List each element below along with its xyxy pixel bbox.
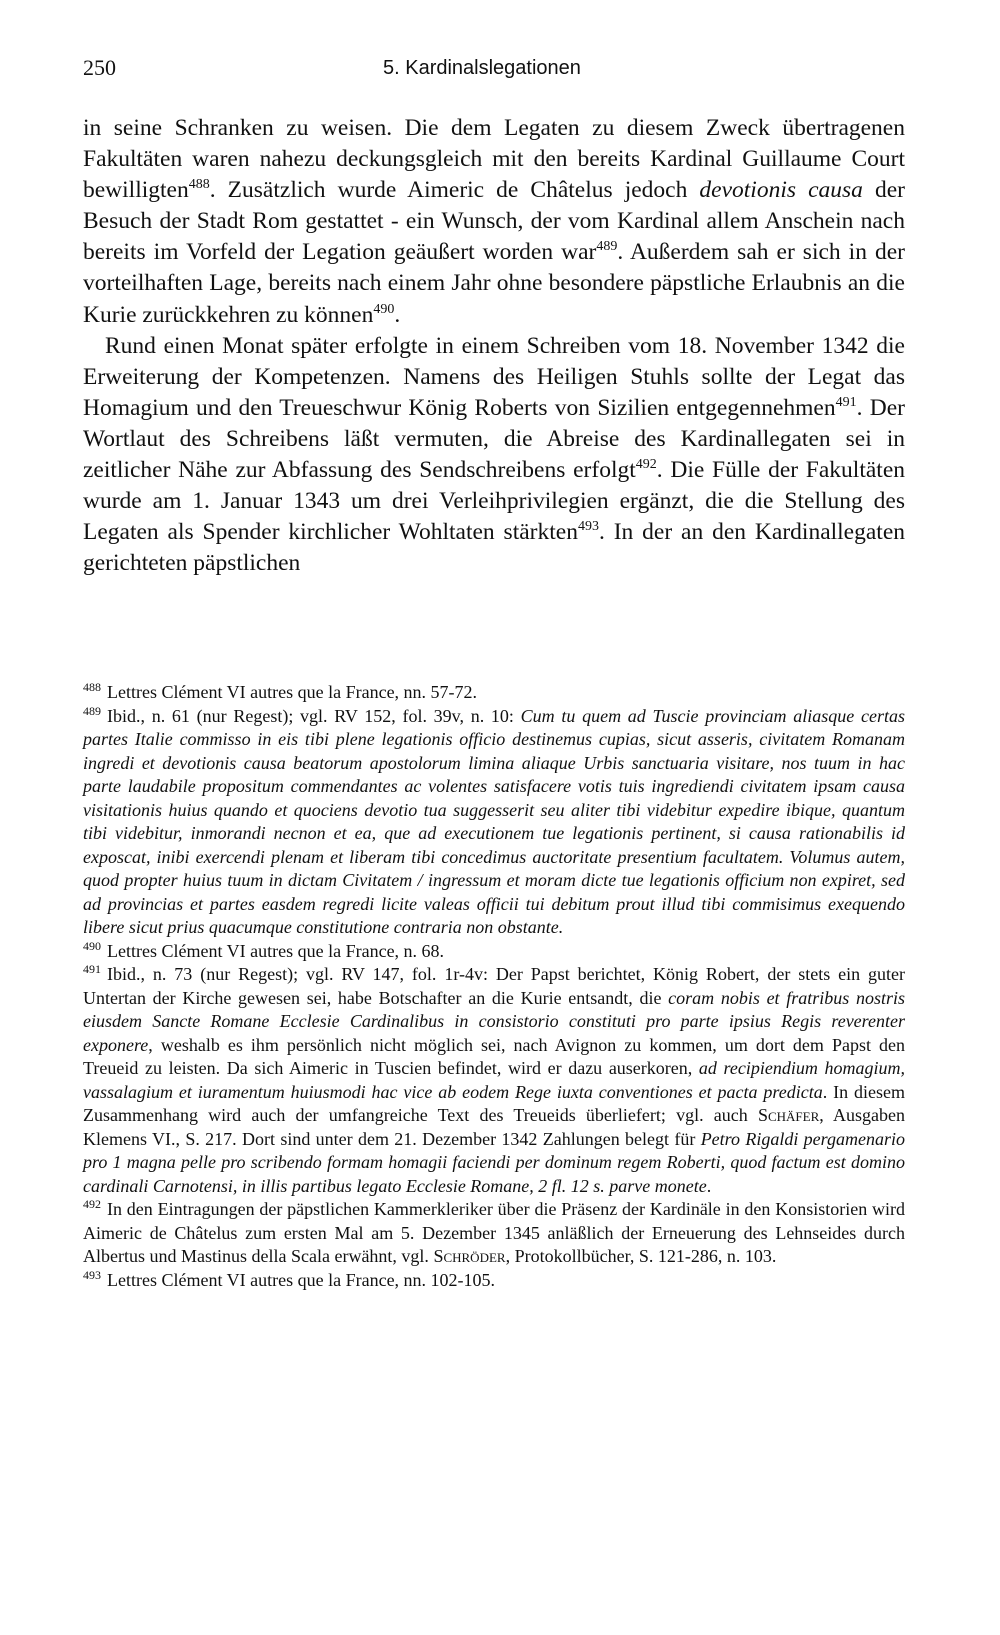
- footnote-489: [83, 705, 905, 940]
- italic-phrase: devotionis causa: [699, 177, 863, 204]
- text-span: Rund einen Monat später erfolgte in einem Schreiben vom 18. November 1342 die Erweiterung der Kompetenzen. Namens des Heiligen Stuhls sollte der Legat das Homagium und den Treueschwur König Roberts von Sizilien entgegennehmen: [83, 332, 905, 421]
- page-number: 250: [83, 55, 116, 80]
- footnote-text: . In diesem Zusammenhang wird auch der umfangreiche Text des Treueids überliefert; vgl. auch: [83, 1081, 905, 1125]
- footnote-number: 489: [83, 703, 101, 718]
- footnote-text: Lettres Clément VI autres que la France, nn. 102-105.: [107, 1269, 496, 1290]
- footnote-ref: 488: [188, 177, 210, 193]
- paragraph: [83, 113, 905, 331]
- footnote-ref: 493: [577, 519, 599, 535]
- main-text: [83, 113, 905, 579]
- footnote-text: , weshalb es ihm persönlich nicht möglich sei, nach Avignon zu kommen, um dort dem Papst den Treueid zu leisten. Da sich Aimeric in Tuscien befindet, wird er dazu auserkoren,: [83, 1034, 905, 1078]
- footnote-492: [83, 1198, 905, 1269]
- footnote-text: , Protokollbücher, S. 121-286, n. 103.: [505, 1246, 777, 1266]
- running-head: 5. Kardinalslegationen: [383, 57, 581, 79]
- author-name: Schröder: [433, 1246, 506, 1266]
- footnote-ref: 491: [835, 395, 857, 411]
- footnote-text: Ibid., n. 61 (nur Regest); vgl. RV 152, fol. 39v, n. 10:: [107, 705, 521, 726]
- footnote-text: Lettres Clément VI autres que la France, n. 68.: [107, 940, 445, 961]
- footnote-ref: 490: [373, 301, 395, 317]
- footnote-text: , Ausgaben Klemens VI., S. 217. Dort sind unter dem 21. Dezember 1342 Zahlungen belegt für: [83, 1105, 905, 1149]
- footnote-text: .: [706, 1175, 712, 1196]
- footnote-number: 493: [83, 1267, 101, 1282]
- text-span: . Außerdem sah er sich in der vorteilhaften Lage, bereits nach einem Jahr ohne besondere päpstliche Erlaubnis an die Kurie zurückkehren zu können: [83, 239, 905, 328]
- footnote-text: Lettres Clément VI autres que la France, nn. 57-72.: [107, 682, 478, 702]
- footnote-text: In den Eintragungen der päpstlichen Kammerkleriker über die Präsenz der Kardinäle in den Konsistorien wird Aimeric de Châtelus zum ersten Mal am 5. Dezember 1345 anläßlich der Erneuerung des Lehnseides durch Albertus und Mastinus della Scala erwähnt, vgl.: [83, 1199, 905, 1266]
- footnote-ref: 492: [635, 457, 657, 473]
- footnote-ref: 489: [596, 239, 618, 255]
- footnotes: [83, 681, 905, 1292]
- text-span: . In der an den Kardinallegaten gerichteten päpstlichen: [83, 519, 905, 577]
- footnote-number: 492: [83, 1197, 101, 1211]
- text-span: in seine Schranken zu weisen. Die dem Legaten zu diesem Zweck übertragenen Fakultäten waren nahezu deckungsgleich mit den bereits Kardinal Guillaume Court bewilligten: [83, 115, 905, 204]
- footnote-490: [83, 940, 905, 964]
- footnote-number: 488: [83, 680, 101, 694]
- footnote-493: [83, 1269, 905, 1293]
- text-span: . Zusätzlich wurde Aimeric de Châtelus jedoch: [209, 177, 700, 204]
- footnote-491: [83, 963, 905, 1198]
- latin-quotation: Petro Rigaldi pergamenario pro 1 magna pelle pro scribendo formam homagii faciendi per dominum regem Roberti, quod factum est domino cardinali Carnotensi, in illis partibus legato Ecclesie Romane, 2 fl. 12 s. parve monete: [83, 1128, 905, 1196]
- text-span: .: [394, 301, 401, 328]
- latin-quotation: coram nobis et fratribus nostris eiusdem Sancte Romane Ecclesie Cardinalibus in consistorio constituti pro parte ipsius Regis reverenter exponere: [83, 987, 905, 1055]
- page-header: [83, 55, 903, 85]
- paragraph: [83, 331, 905, 580]
- text-span: der Besuch der Stadt Rom gestattet - ein Wunsch, der vom Kardinal allem Anschein nach bereits im Vorfeld der Legation geäußert worden war: [83, 177, 905, 266]
- text-span: . Die Fülle der Fakultäten wurde am 1. Januar 1343 um drei Verleihprivilegien ergänzt, die die Stellung des Legaten als Spender kirchlicher Wohltaten stärkten: [83, 457, 906, 546]
- footnote-488: [83, 681, 905, 705]
- footnote-number: 491: [83, 962, 101, 976]
- footnote-text: Ibid., n. 73 (nur Regest); vgl. RV 147, fol. 1r-4v: Der Papst berichtet, König Robert, der stets ein guter Untertan der Kirche gewesen sei, habe Botschafter an die Kurie entsandt, die: [83, 964, 905, 1008]
- text-span: . Der Wortlaut des Schreibens läßt vermuten, die Abreise des Kardinallegaten sei in zeitlicher Nähe zur Abfassung des Sendschreibens erfolgt: [83, 394, 905, 484]
- latin-quotation: Cum tu quem ad Tuscie provinciam aliasque certas partes Italie commisso in eis tibi plene legationis officio destinemus cupias, sicut asseris, civitatem Romanam ingredi et devotionis causa beatorum apostolorum limina aliaque Urbis sanctuaria visitare, nos tuum in hac parte laudabile propositum commendantes ac volentes satisfacere votis tuis ingrediendi civitatem ipsam causa visitationis huius quando et quociens devotio tua suggesserit seu aliter tibi videbitur expedire ibique, quantum tibi videbitur, inmorandi necnon et ea, que ad executionem tue legationis pertinent, si causa rationabilis id exposcat, inibi exercendi plenam et liberam tibi concedimus auctoritate presentium facultatem. Volumus autem, quod propter huius tuum in dictam Civitatem / ingressum et moram dicte tue legationis officium non expiret, sed ad provincias et partes easdem regredi licite valeas officii tui debitum prout illud tibi commisimus exequendo libere sicut prius quacumque constitutione contraria non obstante.: [83, 705, 905, 937]
- footnote-number: 490: [83, 938, 101, 953]
- latin-quotation: ad recipiendium homagium, vassalagium et iuramentum huiusmodi hac vice ab eodem Rege iuxta conventiones et pacta predicta: [83, 1058, 905, 1102]
- author-name: Schäfer: [757, 1105, 820, 1125]
